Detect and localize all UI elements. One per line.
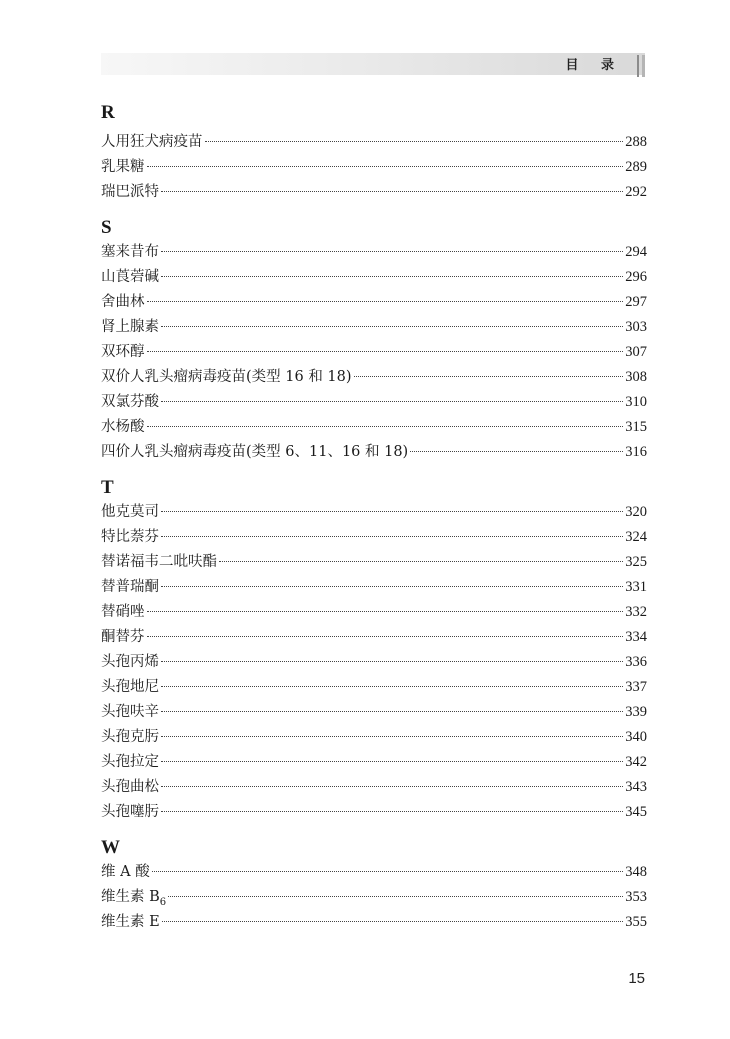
toc-entry[interactable] (101, 700, 647, 725)
entry-title-text: 人用狂犬病疫苗 (101, 134, 203, 150)
entry-title (101, 910, 160, 935)
entry-page-number: 334 (625, 629, 647, 645)
header-bar (101, 53, 645, 75)
dot-leader (161, 661, 623, 662)
entry-title-subscript: 6 (159, 896, 167, 908)
entry-title-text: 水杨酸 (101, 419, 145, 435)
toc-entry[interactable] (101, 365, 647, 390)
dot-leader (147, 611, 624, 612)
entry-page-number: 355 (625, 914, 647, 930)
toc-entry[interactable] (101, 550, 647, 575)
entry-title-text: 头孢丙烯 (101, 654, 159, 670)
dot-leader (168, 896, 623, 897)
entry-title (101, 265, 159, 290)
entry-page-number: 315 (625, 419, 647, 435)
toc-entry[interactable] (101, 725, 647, 750)
dot-leader (161, 401, 623, 402)
toc-entry[interactable] (101, 290, 647, 315)
dot-leader (147, 426, 624, 427)
entry-title-text: 舍曲林 (101, 294, 145, 310)
entry-page-number: 340 (625, 729, 647, 745)
entry-title-text: 维生素 E (101, 914, 160, 930)
dot-leader (161, 811, 623, 812)
entry-title (101, 290, 145, 315)
entry-title (101, 155, 145, 180)
toc-entry[interactable] (101, 440, 647, 465)
entry-page-number: 308 (625, 369, 647, 385)
entry-title-text: 双氯芬酸 (101, 394, 159, 410)
section-letter: T (101, 477, 114, 498)
entry-title (101, 725, 159, 750)
toc-entry[interactable] (101, 415, 647, 440)
entry-title (101, 775, 159, 800)
table-of-contents (101, 100, 647, 945)
entry-page-number: 294 (625, 244, 647, 260)
entry-page-number: 307 (625, 344, 647, 360)
dot-leader (161, 536, 623, 537)
entry-title-text: 头孢地尼 (101, 679, 159, 695)
dot-leader (205, 141, 624, 142)
entry-title (101, 550, 217, 575)
dot-leader (147, 636, 624, 637)
entry-title-text: 替普瑞酮 (101, 579, 159, 595)
toc-entry[interactable] (101, 315, 647, 340)
entry-page-number: 296 (625, 269, 647, 285)
section-t (101, 475, 647, 825)
entry-title (101, 575, 159, 600)
toc-entry[interactable] (101, 340, 647, 365)
entry-page-number: 337 (625, 679, 647, 695)
dot-leader (161, 761, 623, 762)
entry-title (101, 675, 159, 700)
entry-title (101, 340, 145, 365)
section-w (101, 835, 647, 935)
entry-title (101, 625, 145, 650)
dot-leader (161, 736, 623, 737)
section-s (101, 215, 647, 465)
toc-entry[interactable] (101, 240, 647, 265)
entry-title (101, 365, 352, 390)
entry-title-text: 山莨菪碱 (101, 269, 159, 285)
toc-entry[interactable] (101, 390, 647, 415)
entry-page-number: 348 (625, 864, 647, 880)
entry-title (101, 650, 159, 675)
toc-entry[interactable] (101, 650, 647, 675)
entry-page-number: 343 (625, 779, 647, 795)
toc-entry[interactable] (101, 860, 647, 885)
entry-title (101, 700, 159, 725)
toc-entry[interactable] (101, 910, 647, 935)
section-letter: R (101, 102, 115, 123)
entry-page-number: 331 (625, 579, 647, 595)
entry-title (101, 415, 145, 440)
dot-leader (161, 276, 623, 277)
entry-title-text: 肾上腺素 (101, 319, 159, 335)
entry-page-number: 353 (625, 889, 647, 905)
dot-leader (161, 511, 623, 512)
entry-title-text: 头孢噻肟 (101, 804, 159, 820)
entry-title (101, 440, 408, 465)
entry-title-text: 头孢拉定 (101, 754, 159, 770)
entry-title-text: 塞来昔布 (101, 244, 159, 260)
toc-entry[interactable] (101, 130, 647, 155)
entry-page-number: 320 (625, 504, 647, 520)
section-letter: W (101, 837, 120, 858)
header-title: 目 录 (565, 58, 623, 73)
entry-title (101, 525, 159, 550)
entry-page-number: 292 (625, 184, 647, 200)
entry-page-number: 324 (625, 529, 647, 545)
toc-entry[interactable] (101, 500, 647, 525)
entry-title-text: 特比萘芬 (101, 529, 159, 545)
entry-title (101, 500, 159, 525)
toc-entry[interactable] (101, 675, 647, 700)
dot-leader (161, 586, 623, 587)
toc-entry[interactable] (101, 885, 647, 910)
toc-entry[interactable] (101, 625, 647, 650)
toc-entry[interactable] (101, 775, 647, 800)
dot-leader (161, 711, 623, 712)
section-letter: S (101, 217, 112, 238)
entry-page-number: 339 (625, 704, 647, 720)
toc-entry[interactable] (101, 575, 647, 600)
dot-leader (161, 251, 623, 252)
entry-page-number: 310 (625, 394, 647, 410)
entry-title-text: 维 A 酸 (101, 864, 150, 880)
entry-title-text: 瑞巴派特 (101, 184, 159, 200)
entry-page-number: 345 (625, 804, 647, 820)
entry-title-text: 头孢克肟 (101, 729, 159, 745)
toc-entry[interactable] (101, 525, 647, 550)
header-rule (637, 55, 639, 77)
entry-title (101, 860, 150, 885)
entry-title (101, 750, 159, 775)
dot-leader (147, 301, 624, 302)
dot-leader (161, 326, 623, 327)
entry-title-text: 酮替芬 (101, 629, 145, 645)
entry-page-number: 303 (625, 319, 647, 335)
entry-page-number: 336 (625, 654, 647, 670)
entry-title-text: 四价人乳头瘤病毒疫苗(类型 6、11、16 和 18) (101, 444, 409, 460)
dot-leader (147, 351, 624, 352)
dot-leader (161, 191, 623, 192)
entry-page-number: 288 (625, 134, 647, 150)
dot-leader (219, 561, 623, 562)
entry-page-number: 342 (625, 754, 647, 770)
entry-title (101, 800, 159, 825)
entry-page-number: 332 (625, 604, 647, 620)
dot-leader (161, 786, 623, 787)
dot-leader (147, 166, 624, 167)
entry-title-text: 他克莫司 (101, 504, 159, 520)
dot-leader (162, 921, 624, 922)
entry-title-text: 头孢曲松 (101, 779, 159, 795)
dot-leader (410, 451, 623, 452)
entry-page-number: 297 (625, 294, 647, 310)
toc-entry[interactable] (101, 155, 647, 180)
toc-entry[interactable] (101, 750, 647, 775)
entry-title (101, 315, 159, 340)
entry-title (101, 390, 159, 415)
toc-entry[interactable] (101, 800, 647, 825)
header-rule (642, 55, 645, 77)
entry-page-number: 325 (625, 554, 647, 570)
entry-title-text: 乳果糖 (101, 159, 145, 175)
page-number: 15 (628, 970, 645, 987)
entry-title-text: 维生素 B (101, 889, 160, 905)
toc-entry[interactable] (101, 600, 647, 625)
entry-title-text: 头孢呋辛 (101, 704, 159, 720)
entry-title-text: 替诺福韦二吡呋酯 (101, 554, 217, 570)
entry-page-number: 316 (625, 444, 647, 460)
toc-entry[interactable] (101, 180, 647, 205)
entry-title-text: 双环醇 (101, 344, 145, 360)
entry-title (101, 600, 145, 625)
entry-title-text: 替硝唑 (101, 604, 145, 620)
entry-title (101, 240, 159, 265)
entry-page-number: 289 (625, 159, 647, 175)
dot-leader (161, 686, 623, 687)
section-r (101, 100, 647, 205)
entry-title-text: 双价人乳头瘤病毒疫苗(类型 16 和 18) (101, 369, 352, 385)
entry-title (101, 130, 203, 155)
toc-entry[interactable] (101, 265, 647, 290)
entry-title (101, 180, 159, 205)
dot-leader (152, 871, 624, 872)
dot-leader (354, 376, 624, 377)
